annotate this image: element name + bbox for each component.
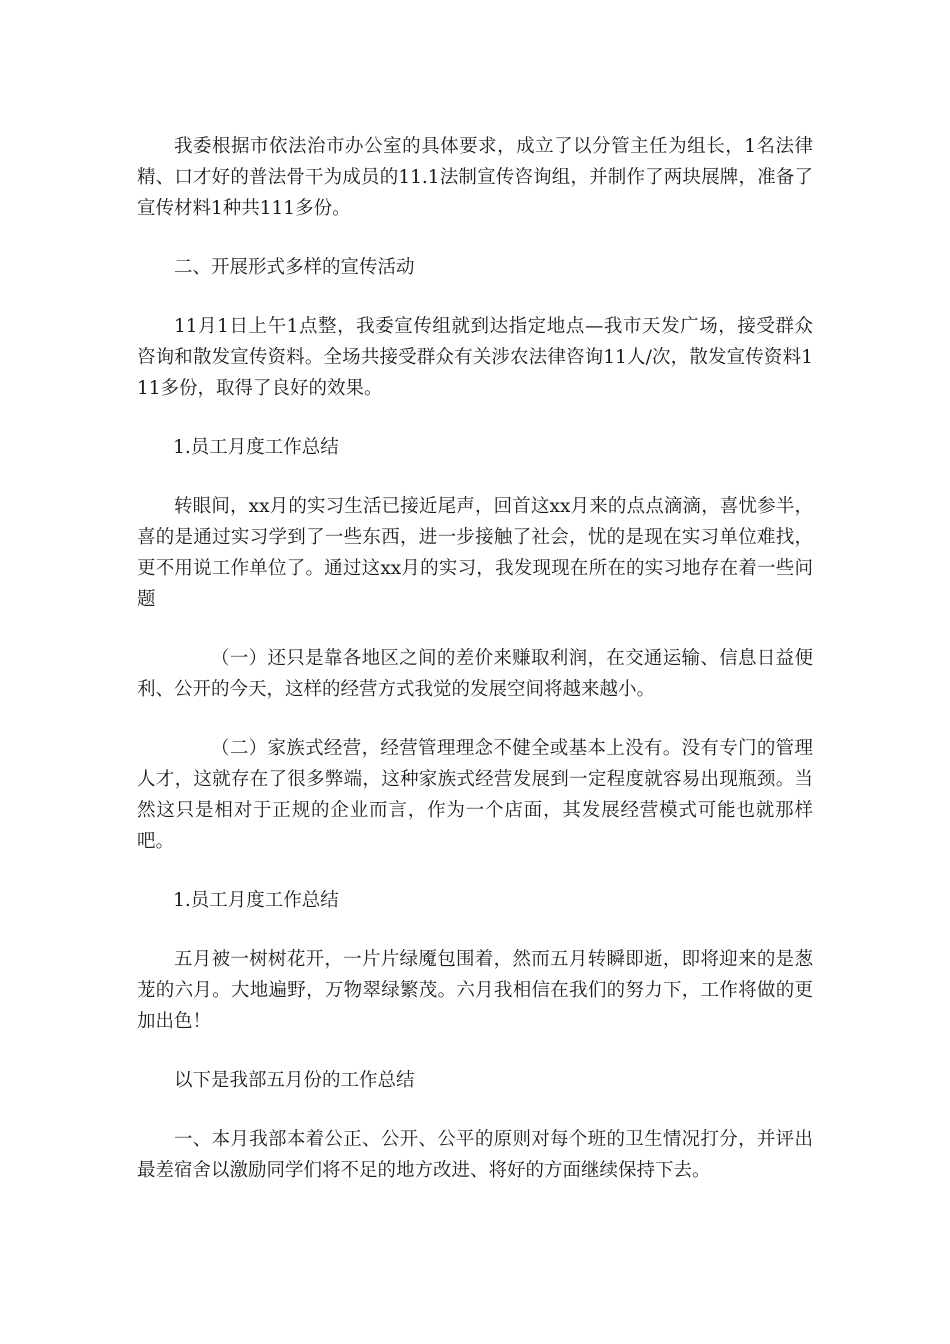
paragraph-issue-two: （二）家族式经营，经营管理理念不健全或基本上没有。没有专门的管理人才，这就存在了很多弊端，这种家族式经营发展到一定程度就容易出现瓶颈。当然这只是相对于正规的企业而言，作为一个店面，其发展经营模式可能也就那样吧。: [137, 738, 813, 852]
paragraph-publicity-event: 11月1日上午1点整，我委宣传组就到达指定地点—我市天发广场，接受群众咨询和散发宣传资料。全场共接受群众有关涉农法律咨询11人/次，散发宣传资料111多份，取得了良好的效果。: [137, 316, 813, 399]
section-heading-monthly-summary-2: 1.员工月度工作总结: [173, 890, 339, 911]
paragraph-may-summary-lead: 以下是我部五月份的工作总结: [174, 1070, 415, 1091]
paragraph-issue-one: （一）还只是靠各地区之间的差价来赚取利润，在交通运输、信息日益便利、公开的今天，这样的经营方式我觉的发展空间将越来越小。: [137, 648, 813, 700]
paragraph-may-intro: 五月被一树树花开，一片片绿魇包围着，然而五月转瞬即逝，即将迎来的是葱茏的六月。大地遍野，万物翠绿繁茂。六月我相信在我们的努力下，工作将做的更加出色！: [137, 949, 813, 1032]
section-heading-activities: 二、开展形式多样的宣传活动: [174, 257, 415, 278]
paragraph-committee-setup: 我委根据市依法治市办公室的具体要求，成立了以分管主任为组长，1名法律精、口才好的普法骨干为成员的11.1法制宣传咨询组，并制作了两块展牌，准备了宣传材料1种共111多份。: [137, 136, 813, 219]
document-body: [137, 131, 813, 1214]
paragraph-hygiene-scoring: 一、本月我部本着公正、公开、公平的原则对每个班的卫生情况打分，并评出最差宿舍以激励同学们将不足的地方改进、将好的方面继续保持下去。: [137, 1129, 813, 1181]
section-heading-monthly-summary-1: 1.员工月度工作总结: [173, 437, 339, 458]
paragraph-internship: 转眼间，xx月的实习生活已接近尾声，回首这xx月来的点点滴滴，喜忧参半，喜的是通过实习学到了一些东西，进一步接触了社会，忧的是现在实习单位难找，更不用说工作单位了。通过这xx月的实习，我发现现在所在的实习地存在着一些问题: [137, 496, 813, 610]
